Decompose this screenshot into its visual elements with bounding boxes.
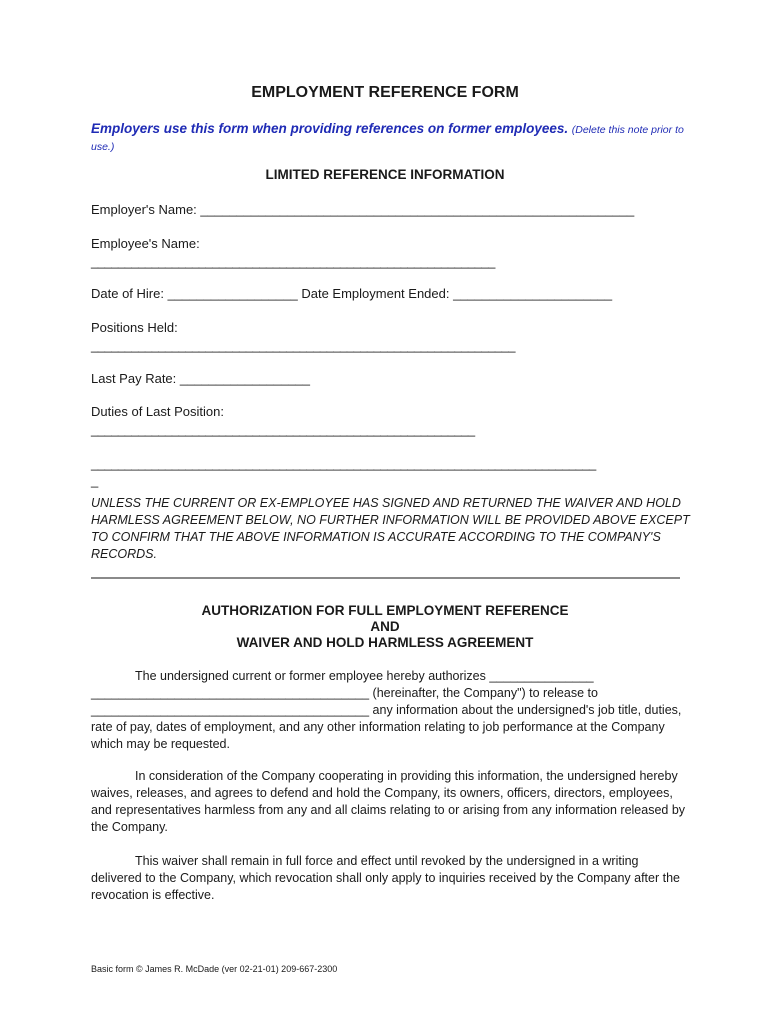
duties-label: Duties of Last Position: — [91, 404, 224, 419]
page-title: EMPLOYMENT REFERENCE FORM — [251, 84, 519, 101]
employee-name-line[interactable]: ____________________________________________________________ — [91, 254, 495, 269]
authorization-paragraph — [91, 668, 687, 753]
section-divider — [91, 577, 680, 579]
duties-line-1[interactable]: _________________________________________________________ — [91, 422, 475, 437]
authorization-heading: AUTHORIZATION FOR FULL EMPLOYMENT REFERENCE — [201, 603, 569, 618]
waiver-duration-paragraph-text: This waiver shall remain in full force and effect until revoked by the undersigned in a writing delivered to the Company, which revocation shall only apply to inquiries received by the Company after the revocation is effective. — [91, 854, 680, 902]
waiver-heading: WAIVER AND HOLD HARMLESS AGREEMENT — [236, 635, 534, 650]
consideration-paragraph — [91, 768, 687, 836]
instruction-note — [91, 121, 691, 155]
authorization-paragraph-text: The undersigned current or former employee hereby authorizes _______________ ________________________________________ (hereinafter, the Company") to release to ________________________________________ any information about the undersigned's job title, duties, rate of pay, dates of employment, and any other information relating to job performance at the Company which may be requested. — [91, 669, 682, 751]
date-row-field[interactable]: Date of Hire: __________________ Date Employment Ended: ______________________ — [91, 286, 613, 301]
footer-text: Basic form © James R. McDade (ver 02-21-01) 209-667-2300 — [91, 964, 338, 974]
limited-heading: LIMITED REFERENCE INFORMATION — [265, 167, 505, 182]
positions-held-label: Positions Held: — [91, 320, 178, 335]
last-pay-rate-field[interactable]: Last Pay Rate: __________________ — [91, 371, 311, 386]
positions-held-line[interactable]: _______________________________________________________________ — [91, 338, 515, 353]
disclaimer-text: UNLESS THE CURRENT OR EX-EMPLOYEE HAS SIGNED AND RETURNED THE WAIVER AND HOLD HARMLESS AGREEMENT BELOW, NO FURTHER INFORMATION WILL BE PROVIDED ABOVE EXCEPT TO CONFIRM THAT THE ABOVE INFORMATION IS ACCURATE ACCORDING TO THE COMPANY'S RECORDS. — [91, 496, 690, 561]
consideration-paragraph-text: In consideration of the Company cooperating in providing this information, the undersigned hereby waives, releases, and agrees to defend and hold the Company, its owners, officers, directors, employees, and representatives harmless from any and all claims relating to or arising from any information released by the Company. — [91, 769, 686, 834]
duties-line-3[interactable]: _ — [91, 473, 98, 488]
employee-name-label: Employee's Name: — [91, 236, 200, 251]
employer-name-field[interactable]: Employer's Name: ____________________________________________________________ — [91, 202, 635, 217]
duties-line-2[interactable]: ___________________________________________________________________________ — [91, 456, 596, 471]
note-main: Employers use this form when providing references on former employees. — [91, 121, 569, 136]
authorization-heading-and: AND — [370, 619, 400, 634]
note-sub: (Delete this note prior to use.) — [91, 124, 684, 153]
waiver-duration-paragraph — [91, 853, 687, 904]
